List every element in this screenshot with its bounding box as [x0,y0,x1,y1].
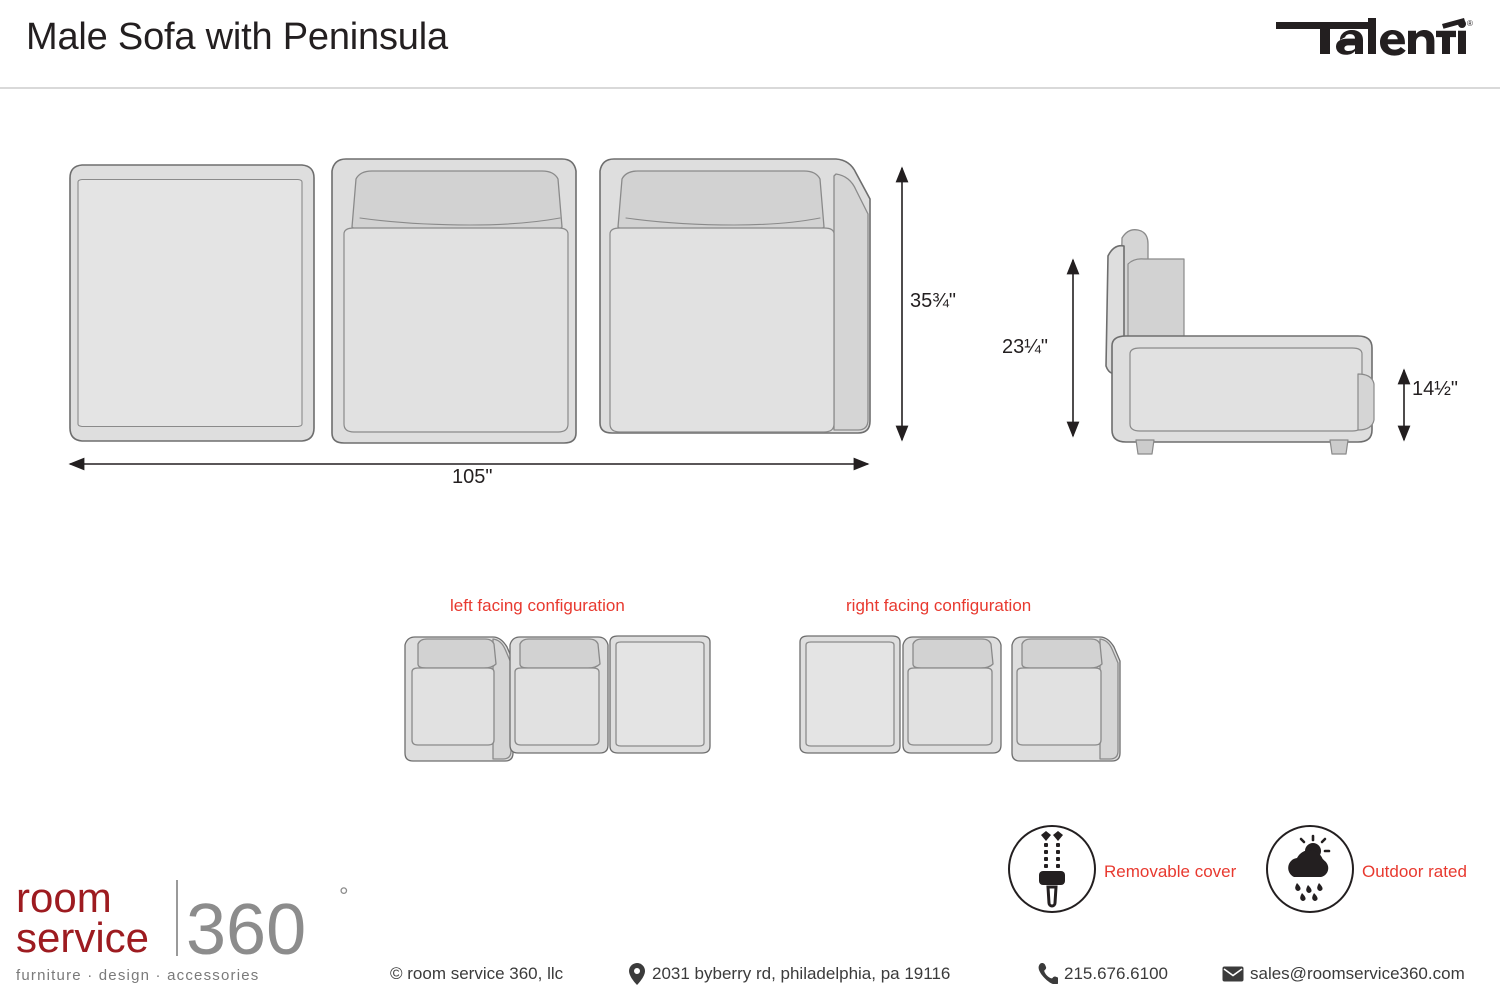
location-pin-icon [628,962,646,986]
footer-copyright: © room service 360, llc [390,964,564,983]
phone-icon [1038,962,1058,984]
config-label-left-facing: left facing configuration [450,596,625,615]
footer-phone: 215.676.6100 [1064,964,1168,983]
footer-email: sales@roomservice360.com [1250,964,1465,983]
logo-service: service [16,914,150,961]
logo-360: 360 [186,890,307,970]
logo-degree: ° [339,883,349,910]
talenti-logo [1274,14,1474,60]
sofa-technical-drawing [0,88,1500,878]
dimension-seat-height: 14½" [1412,378,1459,400]
config-label-right-facing: right facing configuration [846,596,1032,615]
email-icon [1222,966,1244,982]
dimension-height: 35¾" [910,290,957,312]
feature-label-outdoor-rated: Outdoor rated [1362,862,1467,881]
dimension-seat-back-height: 23¼" [1002,336,1049,358]
page-title: Male Sofa with Peninsula [26,16,448,58]
product-drawing-area [0,88,1500,878]
logo-tagline: furniture · design · accessories [16,967,260,984]
dimension-width: 105" [452,466,493,488]
feature-label-removable-cover: Removable cover [1104,862,1237,881]
footer-address: 2031 byberry rd, philadelphia, pa 19116 [652,964,951,983]
room-service-360-logo [14,870,364,988]
page-header [0,0,1500,88]
logo-room: room [16,874,112,921]
registered-mark: ® [1467,19,1473,28]
